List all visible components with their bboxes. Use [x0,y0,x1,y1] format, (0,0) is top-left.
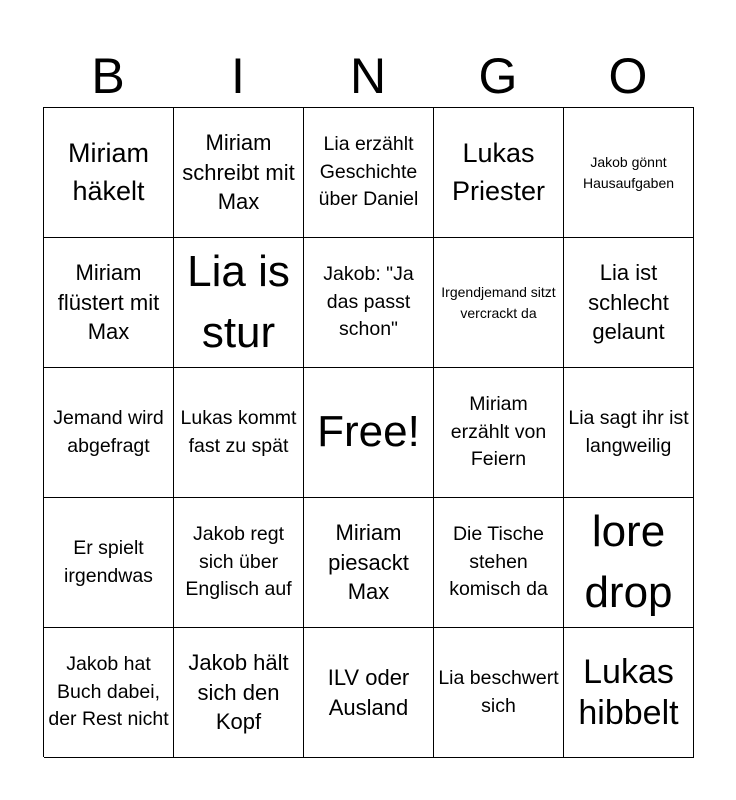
bingo-cell[interactable]: Miriam häkelt [44,108,174,238]
header-letter-i: I [231,48,245,104]
header-letter-g: G [478,48,518,104]
bingo-cell[interactable]: Er spielt irgendwas [44,498,174,628]
bingo-cell[interactable]: Miriam flüstert mit Max [44,238,174,368]
bingo-cell[interactable]: Lia ist schlecht gelaunt [564,238,694,368]
bingo-board [43,107,694,757]
bingo-cell[interactable]: Jakob gönnt Hausaufgaben [564,108,694,238]
bingo-cell[interactable]: Lia erzählt Geschichte über Daniel [304,108,434,238]
bingo-cell[interactable]: Miriam erzählt von Feiern [434,368,564,498]
bingo-cell[interactable]: Lia beschwert sich [434,628,564,758]
bingo-cell[interactable]: Lia sagt ihr ist langweilig [564,368,694,498]
bingo-cell[interactable]: Jemand wird abgefragt [44,368,174,498]
bingo-cell[interactable]: Lukas kommt fast zu spät [174,368,304,498]
bingo-cell[interactable]: Lukas Priester [434,108,564,238]
bingo-cell[interactable]: Jakob: "Ja das passt schon" [304,238,434,368]
bingo-cell[interactable]: Jakob regt sich über Englisch auf [174,498,304,628]
header-letter-o: O [608,48,648,104]
free-space-cell[interactable]: Free! [304,368,434,498]
bingo-cell[interactable]: Miriam schreibt mit Max [174,108,304,238]
header-letter-n: N [349,48,387,104]
bingo-header [43,44,693,108]
bingo-cell[interactable]: ILV oder Ausland [304,628,434,758]
bingo-cell[interactable]: Lia is stur [174,238,304,368]
bingo-cell[interactable]: Jakob hat Buch dabei, der Rest nicht [44,628,174,758]
bingo-cell[interactable]: Lukas hibbelt [564,628,694,758]
bingo-cell[interactable]: Jakob hält sich den Kopf [174,628,304,758]
bingo-cell[interactable]: Irgendjemand sitzt vercrackt da [434,238,564,368]
bingo-cell[interactable]: lore drop [564,498,694,628]
bingo-cell[interactable]: Die Tische stehen komisch da [434,498,564,628]
header-letter-b: B [91,48,125,104]
bingo-cell[interactable]: Miriam piesackt Max [304,498,434,628]
